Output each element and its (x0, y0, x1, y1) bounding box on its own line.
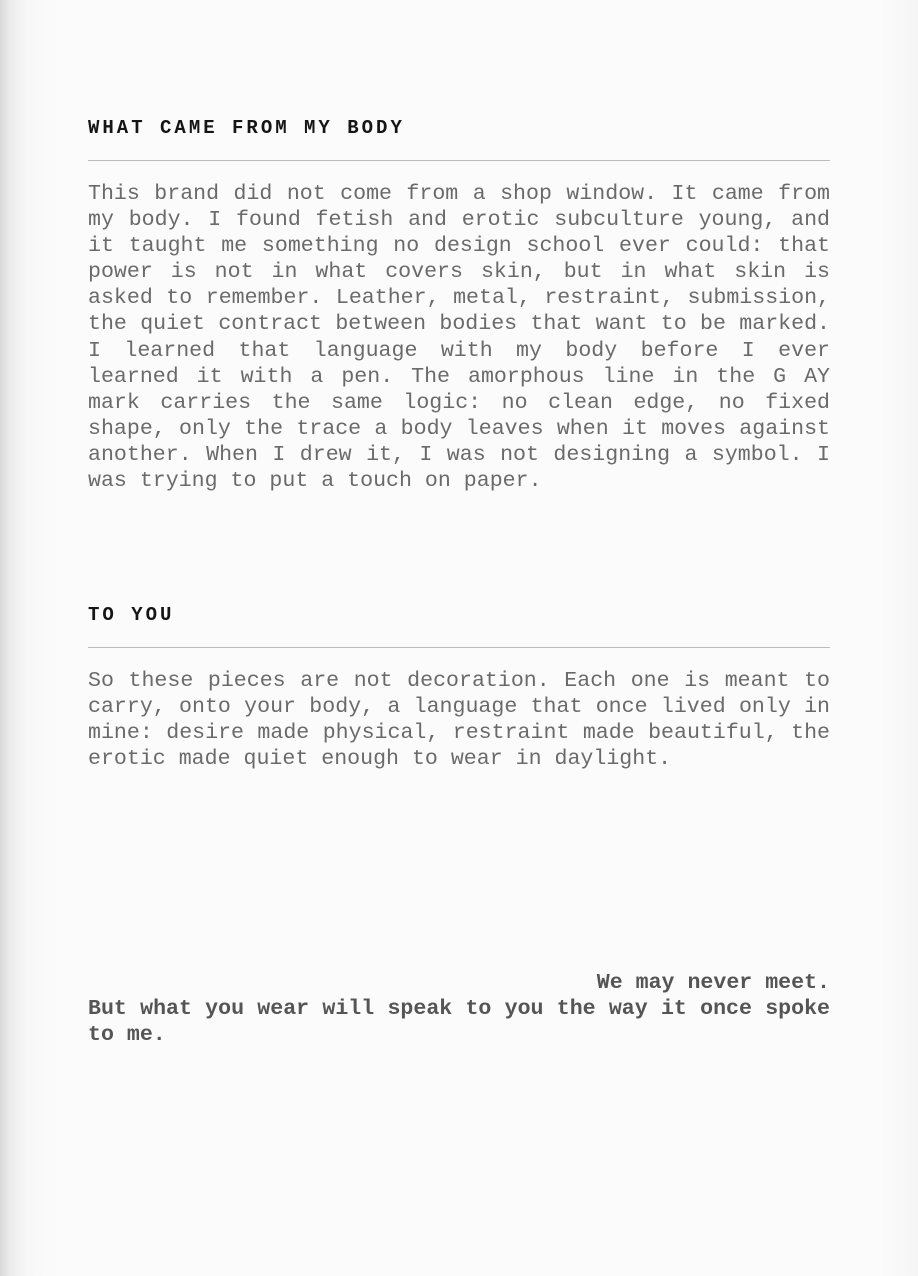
section-heading-to-you: TO YOU (88, 604, 175, 626)
closing-line-1: We may never meet. (596, 971, 830, 995)
section-paragraph-to-you: So these pieces are not decoration. Each one is meant to carry, onto your body, a language that once lived only in mine: desire made physical, restraint made beautiful, the erotic made quiet enough to wear in daylight. (88, 669, 830, 772)
closing-statement (88, 970, 830, 1048)
section-paragraph-body: This brand did not come from a shop window. It came from my body. I found fetish and erotic subculture young, and it taught me something no design school ever could: that power is not in what covers skin, but in what skin is asked to remember. Leather, metal, restraint, submission, the quiet contract between bodies that want to be marked. I learned that language with my body before I ever learned it with a pen. The amorphous line in the G AY mark carries the same logic: no clean edge, no fixed shape, only the trace a body leaves when it moves against another. When I drew it, I was not designing a symbol. I was trying to put a touch on paper. (88, 182, 830, 494)
section-heading-body: WHAT CAME FROM MY BODY (88, 117, 405, 139)
closing-line-2: But what you wear will speak to you the way it once spoke to me. (88, 997, 830, 1047)
section-divider (88, 160, 830, 161)
section-divider (88, 647, 830, 648)
